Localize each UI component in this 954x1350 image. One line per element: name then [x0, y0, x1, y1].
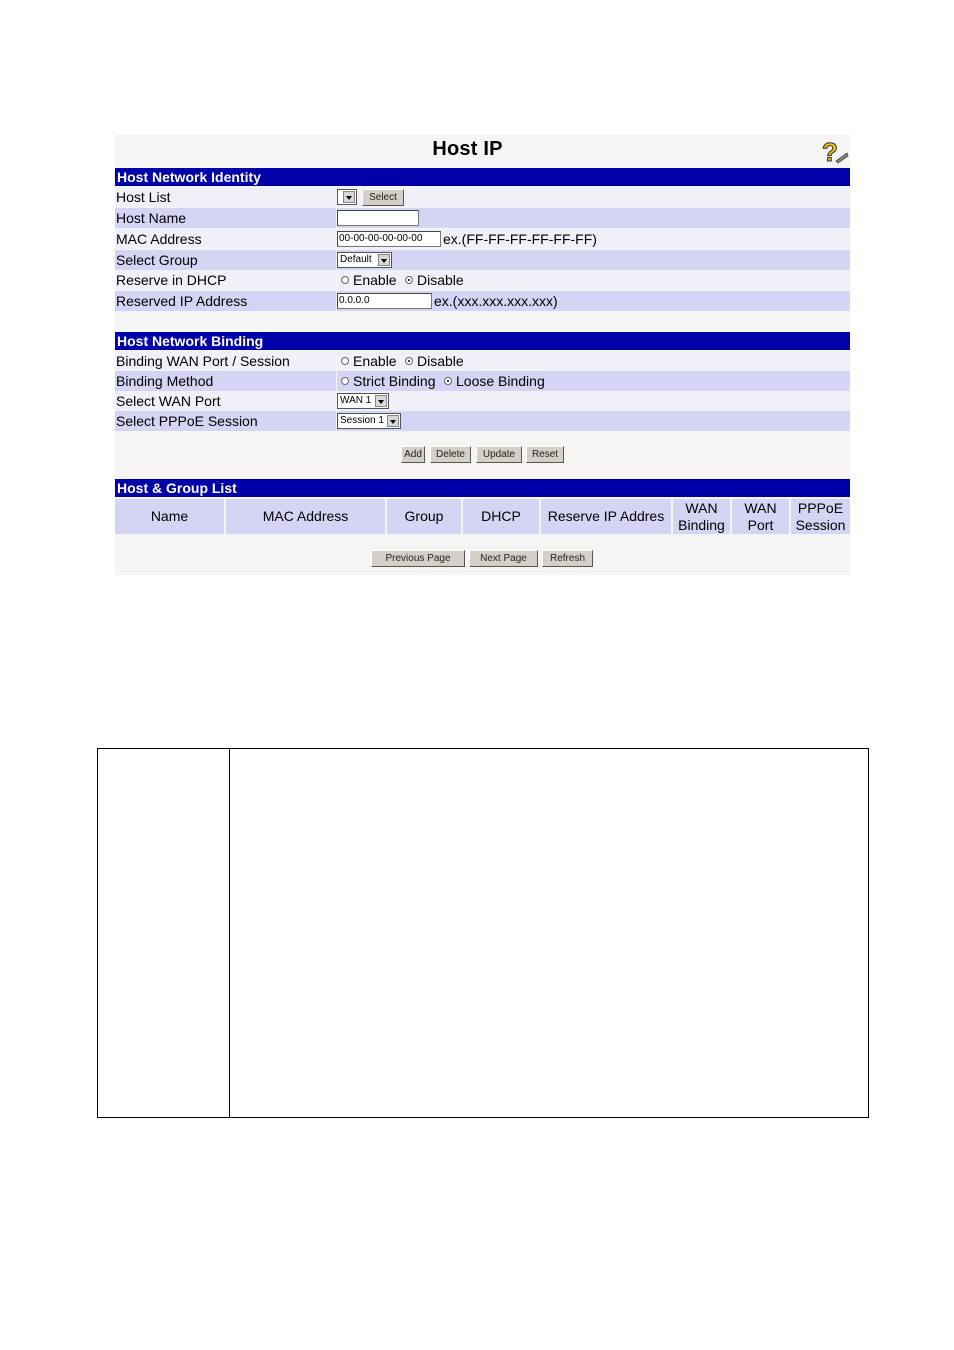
- wan-port-dropdown[interactable]: WAN 1: [337, 393, 389, 409]
- host-list-row: [115, 187, 850, 207]
- select-group-row: [115, 250, 850, 270]
- binding-wan-session-row: [115, 351, 850, 371]
- column-wan-port: WAN Port: [732, 499, 789, 534]
- host-network-identity-header: Host Network Identity: [115, 168, 850, 186]
- description-table-divider: [229, 749, 230, 1117]
- loose-binding-radio[interactable]: [444, 377, 452, 385]
- pppoe-session-dropdown[interactable]: Session 1: [337, 413, 401, 429]
- reserve-dhcp-enable-radio[interactable]: [341, 276, 349, 284]
- binding-method-row: [115, 371, 850, 391]
- host-name-input[interactable]: [337, 210, 419, 226]
- reserve-dhcp-disable-radio[interactable]: [405, 276, 413, 284]
- host-network-binding-header: Host Network Binding: [115, 332, 850, 350]
- host-list-label: Host List: [115, 187, 336, 207]
- svg-text:?: ?: [822, 137, 838, 167]
- binding-enable-radio[interactable]: [341, 357, 349, 365]
- host-name-row: [115, 208, 850, 228]
- next-page-button[interactable]: Next Page: [469, 550, 538, 567]
- binding-method-label: Binding Method: [115, 371, 336, 391]
- select-group-dropdown[interactable]: Default: [337, 252, 392, 268]
- help-icon[interactable]: [820, 137, 850, 167]
- reserve-dhcp-label: Reserve in DHCP: [115, 270, 336, 290]
- column-reserve-ip: Reserve IP Addres: [541, 499, 671, 534]
- column-dhcp: DHCP: [463, 499, 539, 534]
- refresh-button[interactable]: Refresh: [542, 550, 593, 567]
- column-pppoe-session: PPPoE Session: [791, 499, 850, 534]
- select-host-button[interactable]: Select: [362, 189, 404, 206]
- strict-binding-radio[interactable]: [341, 377, 349, 385]
- reset-button[interactable]: Reset: [526, 446, 564, 463]
- strict-binding-label: Strict Binding: [353, 373, 436, 389]
- column-wan-binding: WAN Binding: [673, 499, 730, 534]
- add-button[interactable]: Add: [401, 446, 425, 463]
- update-button[interactable]: Update: [476, 446, 522, 463]
- loose-binding-label: Loose Binding: [456, 373, 545, 389]
- page-title: Host IP: [432, 138, 503, 160]
- select-wan-port-row: [115, 391, 850, 411]
- reserve-dhcp-enable-label: Enable: [353, 272, 397, 288]
- mac-address-label: MAC Address: [115, 229, 336, 249]
- reserved-ip-label: Reserved IP Address: [115, 291, 336, 311]
- previous-page-button[interactable]: Previous Page: [371, 550, 465, 567]
- reserved-ip-hint: ex.(xxx.xxx.xxx.xxx): [434, 293, 558, 309]
- select-pppoe-session-row: [115, 411, 850, 431]
- reserved-ip-row: [115, 291, 850, 311]
- binding-disable-radio[interactable]: [405, 357, 413, 365]
- binding-disable-label: Disable: [417, 353, 464, 369]
- binding-enable-label: Enable: [353, 353, 397, 369]
- column-name: Name: [115, 499, 224, 534]
- host-name-label: Host Name: [115, 208, 336, 228]
- binding-wan-session-label: Binding WAN Port / Session: [115, 351, 336, 371]
- reserved-ip-input[interactable]: 0.0.0.0: [337, 293, 432, 309]
- host-group-list-header: Host & Group List: [115, 479, 850, 497]
- select-wan-port-label: Select WAN Port: [115, 391, 336, 411]
- mac-address-row: [115, 229, 850, 249]
- host-list-select[interactable]: [337, 189, 357, 205]
- description-table: [97, 748, 869, 1118]
- reserve-dhcp-row: [115, 270, 850, 290]
- reserve-dhcp-disable-label: Disable: [417, 272, 464, 288]
- column-group: Group: [387, 499, 461, 534]
- select-group-label: Select Group: [115, 250, 336, 270]
- column-mac-address: MAC Address: [226, 499, 385, 534]
- delete-button[interactable]: Delete: [430, 446, 471, 463]
- mac-address-hint: ex.(FF-FF-FF-FF-FF-FF): [443, 231, 597, 247]
- mac-address-input[interactable]: 00-00-00-00-00-00: [337, 231, 441, 247]
- select-pppoe-session-label: Select PPPoE Session: [115, 411, 336, 431]
